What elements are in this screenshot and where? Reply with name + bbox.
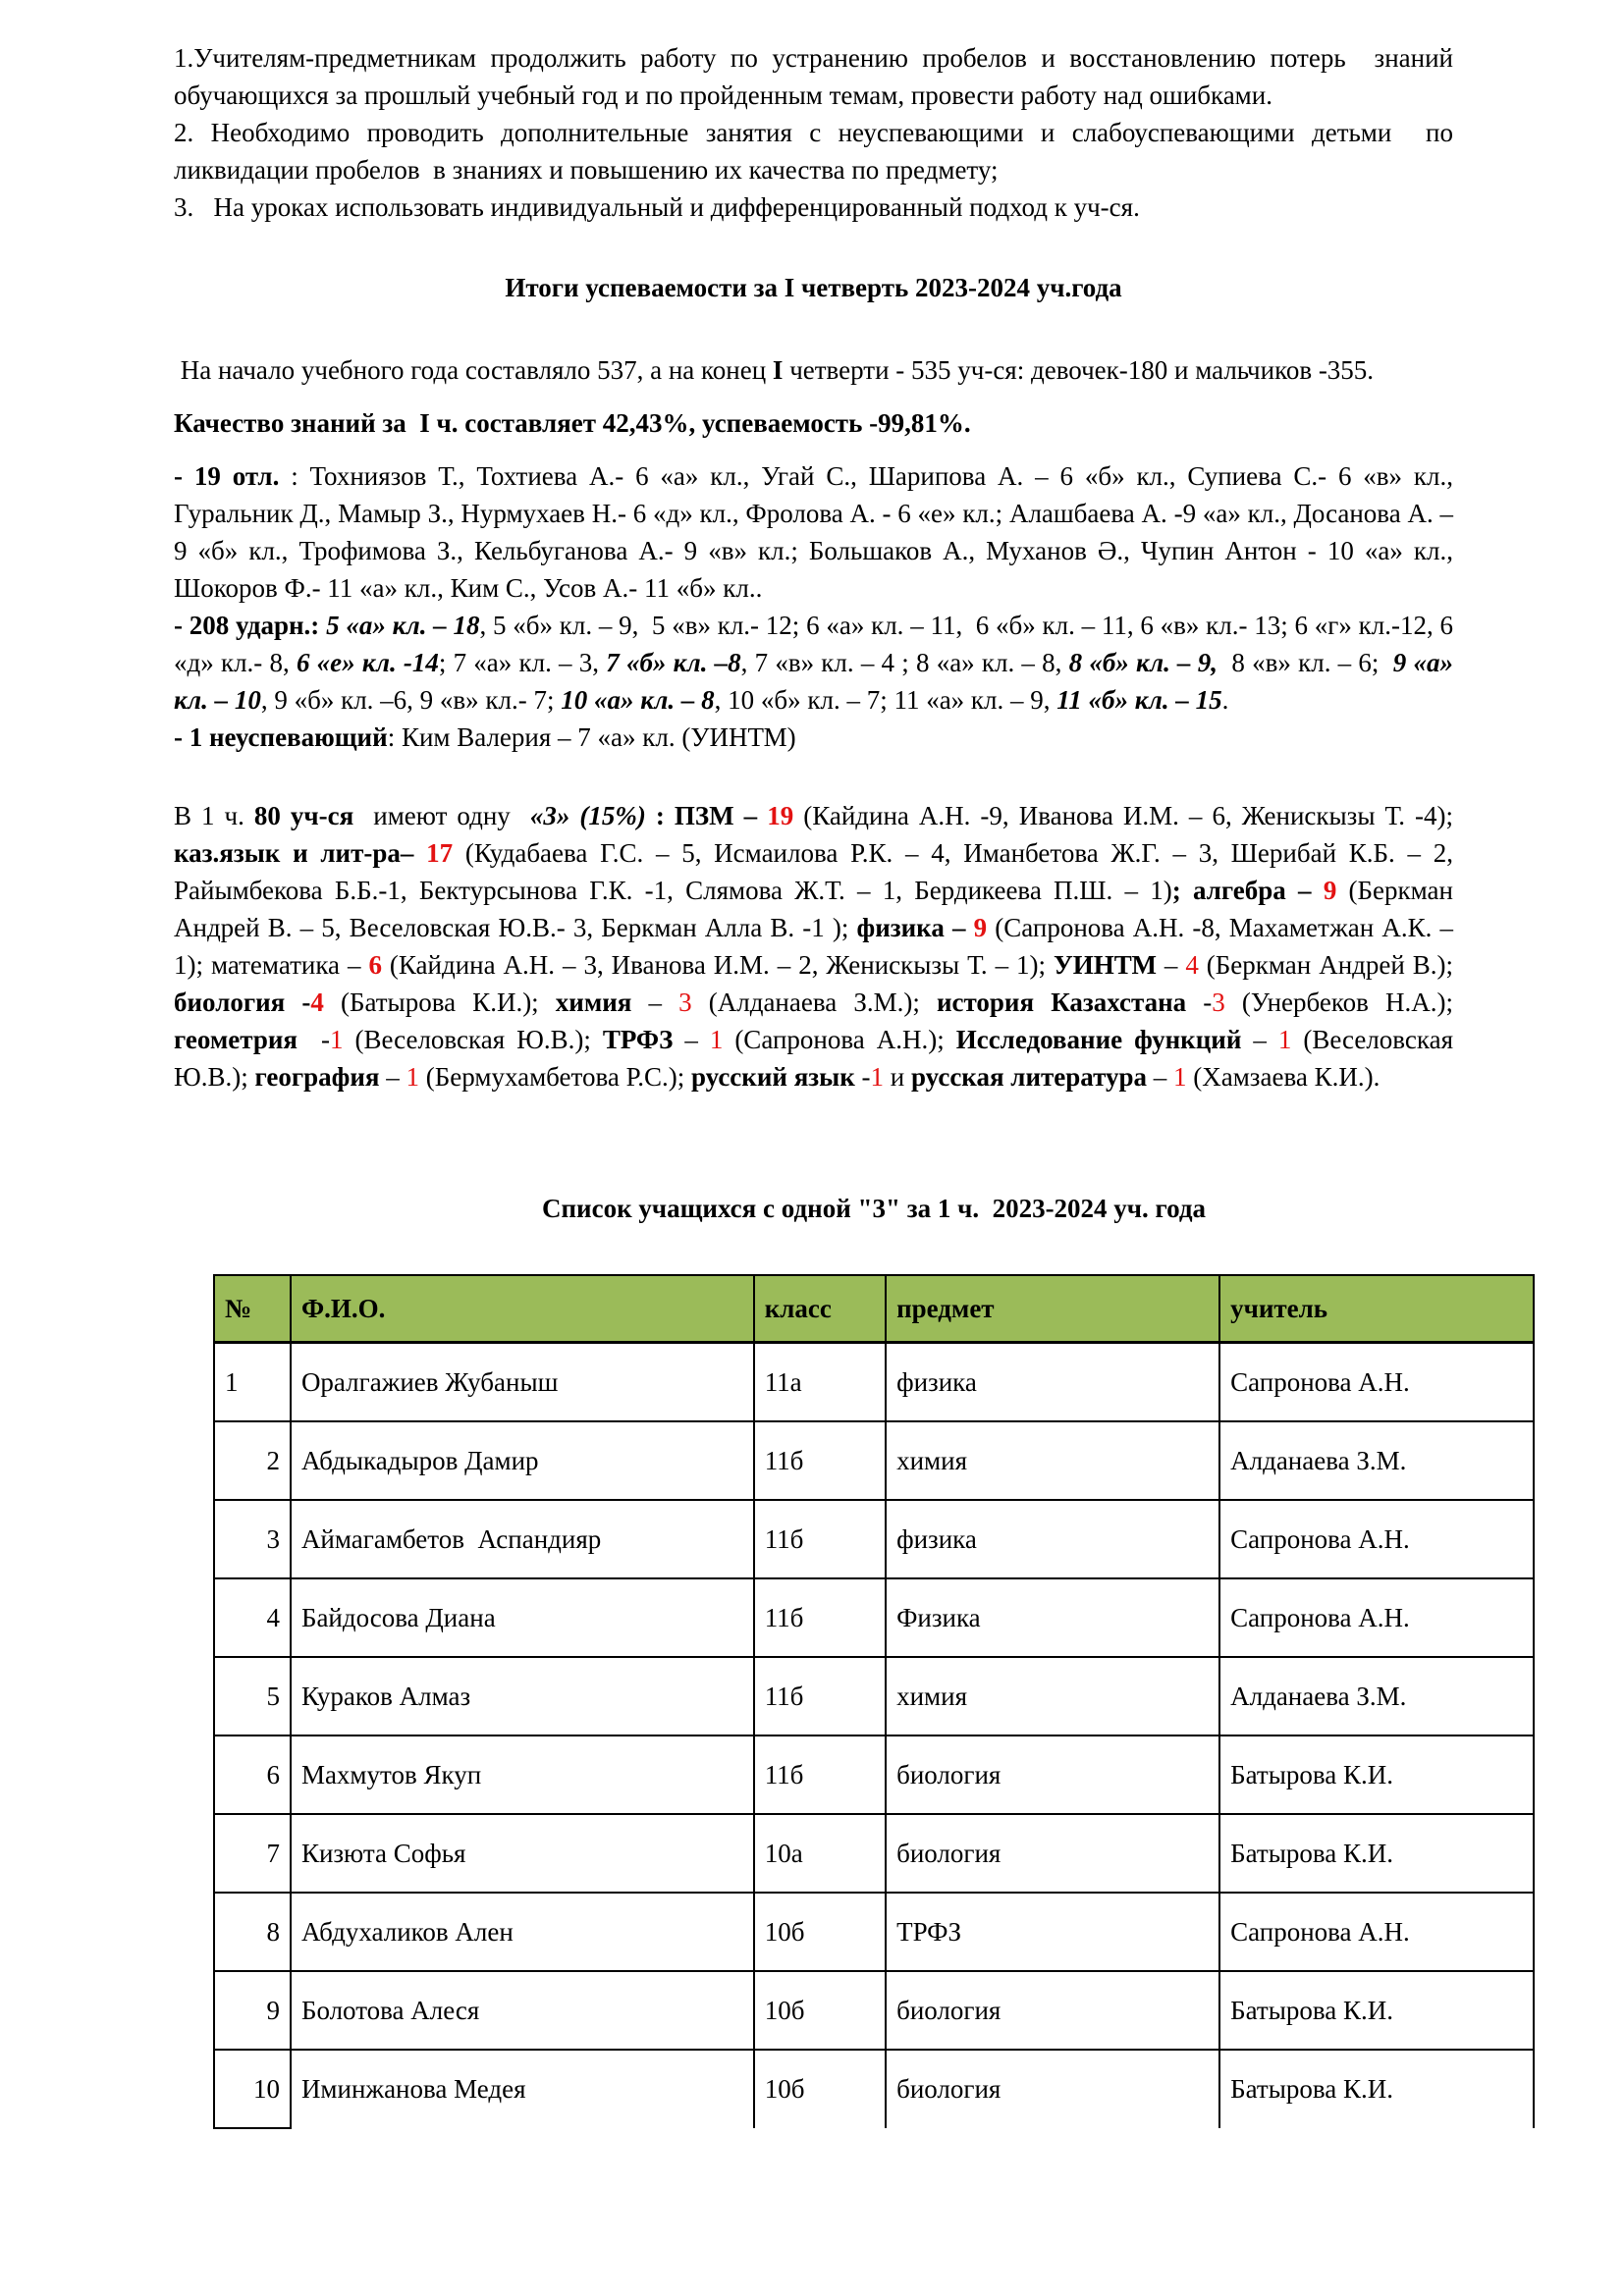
text-run: имеют одну	[353, 801, 530, 830]
teacher-cell: Батырова К.И.	[1219, 2050, 1534, 2128]
student-name-cell: Байдосова Диана	[291, 1578, 754, 1657]
row-number-cell: 2	[214, 1421, 291, 1500]
teacher-cell: Алданаева З.М.	[1219, 1421, 1534, 1500]
count-value-red: 6	[368, 950, 382, 980]
column-header: учитель	[1219, 1275, 1534, 1343]
text-run: Итоги успеваемости за I четверть 2023-2024 уч.года	[505, 273, 1122, 302]
row-number-cell: 4	[214, 1578, 291, 1657]
text-run: –	[1156, 950, 1186, 980]
subject-cell: физика	[886, 1500, 1219, 1578]
row-number-cell: 1	[214, 1343, 291, 1422]
students-table	[213, 1274, 1535, 2129]
count-value-red: 1	[870, 1062, 885, 1092]
class-cell: 11б	[754, 1735, 886, 1814]
text-run: и	[884, 1062, 911, 1092]
text-run: УИНТМ	[1053, 950, 1157, 980]
student-name-cell: Абдыкадыров Дамир	[291, 1421, 754, 1500]
subject-cell: биология	[886, 1971, 1219, 2050]
text-run: : Ким Валерия – 7 «а» кл. (УИНТМ)	[387, 722, 796, 752]
text-run: , 9 «б» кл. –6, 9 «в» кл.- 7;	[260, 685, 562, 715]
text-run: (Беркман Андрей В. – 5, Веселовская Ю.В.- 3, Беркман Алла В. -1 );	[174, 876, 1460, 942]
student-name-cell: Абдухаликов Ален	[291, 1893, 754, 1971]
count-value-red: 3	[1212, 988, 1225, 1017]
recommendation-item-3	[174, 188, 1453, 226]
teacher-cell: Сапронова А.Н.	[1219, 1578, 1534, 1657]
text-run: (15%)	[579, 801, 646, 830]
subject-cell: Физика	[886, 1578, 1219, 1657]
teacher-cell: Батырова К.И.	[1219, 1814, 1534, 1893]
subject-cell: химия	[886, 1421, 1219, 1500]
count-value-red: 3	[678, 988, 692, 1017]
text-run: : Тохниязов Т., Тохтиева А.- 6 «а» кл., Угай С., Шарипова А. – 6 «б» кл., Супиева С.- 6 «в» кл., Гуральник Д., Мамыр З., Нурмухаев Н.- 6 «д» кл., Фролова А. - 6 «е» кл.; Алашбаева А. -9 «а» кл., Досанова А. – 9 «б» кл., Трофимова З., Кельбуганова А.- 9 «в» кл.; Большаков А., Муханов Ә., Чупин Антон - 10 «а» кл., Шокоров Ф.- 11 «а» кл., Ким С., Усов А.- 11 «б» кл..	[174, 461, 1460, 603]
text-run: (Веселовская Ю.В.);	[343, 1025, 603, 1054]
teacher-cell: Сапронова А.Н.	[1219, 1893, 1534, 1971]
class-cell: 11а	[754, 1343, 886, 1422]
class-cell: 11б	[754, 1657, 886, 1735]
failing-student-paragraph	[174, 719, 1453, 756]
text-run: ; алгебра –	[1171, 876, 1324, 905]
text-run: - 208 ударн.:	[174, 611, 320, 640]
text-run: (Алданаева З.М.);	[691, 988, 937, 1017]
text-run: русский язык	[690, 1062, 855, 1092]
count-value-red: 1	[406, 1062, 420, 1092]
table-title: Список учащихся с одной "3" за 1 ч. 2023-2024 уч. года	[541, 1194, 1206, 1223]
text-run: 5 «а» кл. – 18	[326, 611, 480, 640]
text-run: (Хамзаева К.И.).	[1186, 1062, 1380, 1092]
table-row	[214, 1578, 1534, 1657]
text-run: .	[1221, 685, 1229, 715]
document-body	[174, 39, 1467, 1095]
row-number-cell: 7	[214, 1814, 291, 1893]
text-run: биология -	[174, 988, 311, 1017]
recommendation-item-2	[174, 114, 1460, 188]
text-run: (Сапронова А.Н. -8, Махаметжан А.К. – 1); математика –	[174, 913, 1460, 980]
text-run	[646, 801, 656, 830]
row-number-cell: 8	[214, 1893, 291, 1971]
count-value-red: 17	[426, 838, 454, 868]
section-heading	[174, 269, 1453, 306]
text-run: , 7 «в» кл. – 4 ; 8 «а» кл. – 8,	[740, 648, 1069, 677]
table-row	[214, 1893, 1534, 1971]
class-cell: 10б	[754, 2050, 886, 2128]
teacher-cell: Сапронова А.Н.	[1219, 1500, 1534, 1578]
recommendation-item-1	[174, 39, 1460, 114]
text-run: В 1 ч.	[174, 801, 254, 830]
text-run: история Казахстана	[936, 988, 1187, 1017]
text-run: 2. Необходимо проводить дополнительные занятия с неуспевающими и слабоуспевающими детьми по ликвидации пробелов в знаниях и повышению их качества по предмету;	[174, 118, 1460, 185]
text-run: Качество знаний за I ч. составляет 42,43%, успеваемость -99,81%.	[174, 408, 971, 438]
students-table-section	[213, 1190, 1535, 2129]
class-cell: 11б	[754, 1421, 886, 1500]
text-run: : ПЗМ –	[655, 801, 768, 830]
student-name-cell: Кизюта Софья	[291, 1814, 754, 1893]
text-run: химия	[555, 988, 632, 1017]
table-header-row	[214, 1275, 1534, 1343]
row-number-cell: 9	[214, 1971, 291, 2050]
text-run: На начало учебного года составляло 537, а на конец	[174, 355, 773, 385]
student-name-cell: Махмутов Якуп	[291, 1735, 754, 1814]
text-run: -	[854, 1062, 871, 1092]
text-run: (Кайдина А.Н. -9, Иванова И.М. – 6, Женискызы Т. -4);	[793, 801, 1460, 830]
column-header: Ф.И.О.	[291, 1275, 754, 1343]
text-run: 6 «е» кл. -14	[296, 648, 439, 677]
table-row	[214, 1500, 1534, 1578]
subject-cell: ТРФЗ	[886, 1893, 1219, 1971]
column-header: предмет	[886, 1275, 1219, 1343]
text-run: «3»	[529, 801, 570, 830]
text-run: –	[379, 1062, 406, 1092]
text-run	[569, 801, 579, 830]
student-name-cell: Иминжанова Медея	[291, 2050, 754, 2128]
count-value-red: 1	[1173, 1062, 1187, 1092]
count-value-red: 19	[767, 801, 794, 830]
class-cell: 11б	[754, 1500, 886, 1578]
teacher-cell: Батырова К.И.	[1219, 1735, 1534, 1814]
text-run: география	[254, 1062, 380, 1092]
good-students-paragraph	[174, 607, 1460, 719]
subject-cell: химия	[886, 1657, 1219, 1735]
text-run: геометрия	[174, 1025, 298, 1054]
text-run: - 1 неуспевающий	[174, 722, 388, 752]
text-run: четверти - 535 уч-ся: девочек-180 и мальчиков -355.	[783, 355, 1375, 385]
text-run: (Кудабаева Г.С. – 5, Исмаилова Р.К. – 4, Иманбетова Ж.Г. – 3, Шерибай К.Б. – 2, Райымбекова Б.Б.-1, Бектурсынова Г.К. -1, Слямова Ж.Т. – 1, Бердикеева П.Ш. – 1)	[174, 838, 1460, 905]
text-run: - 19 отл.	[174, 461, 292, 491]
excellent-students-paragraph	[174, 457, 1460, 607]
quality-paragraph	[174, 404, 1453, 442]
text-run: ТРФЗ	[602, 1025, 674, 1054]
count-value-red: 9	[1323, 876, 1337, 905]
table-row	[214, 1971, 1534, 2050]
text-run: –	[1147, 1062, 1173, 1092]
text-run: 9 «а» кл. – 10	[174, 648, 1460, 715]
count-value-red: 4	[310, 988, 324, 1017]
table-row	[214, 1735, 1534, 1814]
count-value-red: 1	[330, 1025, 344, 1054]
count-value-red: 1	[709, 1025, 724, 1054]
row-number-cell: 3	[214, 1500, 291, 1578]
student-name-cell: Аймагамбетов Аспандияр	[291, 1500, 754, 1578]
class-cell: 10б	[754, 1893, 886, 1971]
count-value-red: 1	[1277, 1025, 1292, 1054]
text-run: I	[772, 355, 784, 385]
text-run: 8 «в» кл. – 6;	[1218, 648, 1393, 677]
subject-cell: биология	[886, 2050, 1219, 2128]
text-run: , 5 «б» кл. – 9, 5 «в» кл.- 12; 6 «а» кл. – 11, 6 «б» кл. – 11, 6 «в» кл.- 13; 6 «г» кл.-12, 6 «д» кл.- 8,	[174, 611, 1460, 677]
table-head	[214, 1275, 1534, 1343]
row-number-cell: 6	[214, 1735, 291, 1814]
text-run: 8 «б» кл. – 9,	[1068, 648, 1218, 677]
text-run: , 10 «б» кл. – 7; 11 «а» кл. – 9,	[714, 685, 1057, 715]
text-run: русская литература	[911, 1062, 1147, 1092]
text-run: физика –	[856, 913, 974, 942]
text-run: (Унербеков Н.А.);	[1224, 988, 1467, 1017]
text-run: (Веселовская Ю.В.);	[174, 1025, 1460, 1092]
table-row	[214, 1657, 1534, 1735]
teacher-cell: Сапронова А.Н.	[1219, 1343, 1534, 1422]
row-number-cell: 5	[214, 1657, 291, 1735]
teacher-cell: Батырова К.И.	[1219, 1971, 1534, 2050]
table-row	[214, 2050, 1534, 2128]
text-run: Исследование функций	[955, 1025, 1242, 1054]
student-name-cell: Кураков Алмаз	[291, 1657, 754, 1735]
student-name-cell: Оралгажиев Жубаныш	[291, 1343, 754, 1422]
subject-cell: биология	[886, 1814, 1219, 1893]
student-name-cell: Болотова Алеся	[291, 1971, 754, 2050]
table-row	[214, 1814, 1534, 1893]
count-value-red: 9	[973, 913, 988, 942]
column-header: №	[214, 1275, 291, 1343]
text-run: 3. На уроках использовать индивидуальный и дифференцированный подход к уч-ся.	[174, 192, 1140, 222]
class-cell: 10б	[754, 1971, 886, 2050]
text-run: (Кайдина А.Н. – 3, Иванова И.М. – 2, Женискызы Т. – 1);	[381, 950, 1054, 980]
class-cell: 10а	[754, 1814, 886, 1893]
text-run: 80 уч-ся	[253, 801, 354, 830]
text-run: 1.Учителям-предметникам продолжить работу по устранению пробелов и восстановлению потерь знаний обучающихся за прошлый учебный год и по пройденным темам, провести работу над ошибками.	[174, 43, 1460, 110]
row-number-cell: 10	[214, 2050, 291, 2128]
enrollment-paragraph	[174, 351, 1453, 389]
single-three-paragraph	[174, 797, 1467, 1095]
text-run: ; 7 «а» кл. – 3,	[438, 648, 607, 677]
text-run: (Беркман Андрей В.);	[1198, 950, 1460, 980]
text-run: –	[673, 1025, 710, 1054]
text-run: 11 «б» кл. – 15	[1056, 685, 1222, 715]
teacher-cell: Алданаева З.М.	[1219, 1657, 1534, 1735]
class-cell: 11б	[754, 1578, 886, 1657]
subject-cell: биология	[886, 1735, 1219, 1814]
count-value-red: 4	[1185, 950, 1199, 980]
text-run: каз.язык и лит-ра–	[174, 838, 427, 868]
text-run: 10 «а» кл. – 8	[561, 685, 715, 715]
text-run: (Сапронова А.Н.);	[723, 1025, 956, 1054]
table-row	[214, 1421, 1534, 1500]
column-header: класс	[754, 1275, 886, 1343]
text-run: 7 «б» кл. –8	[606, 648, 741, 677]
text-run: (Бермухамбетова Р.С.);	[419, 1062, 691, 1092]
text-run: -	[298, 1025, 331, 1054]
table-row	[214, 1343, 1534, 1422]
text-run: –	[1241, 1025, 1278, 1054]
subject-cell: физика	[886, 1343, 1219, 1422]
text-run: -	[1186, 988, 1213, 1017]
table-body	[214, 1343, 1534, 2129]
text-run: (Батырова К.И.);	[323, 988, 556, 1017]
text-run: –	[631, 988, 679, 1017]
